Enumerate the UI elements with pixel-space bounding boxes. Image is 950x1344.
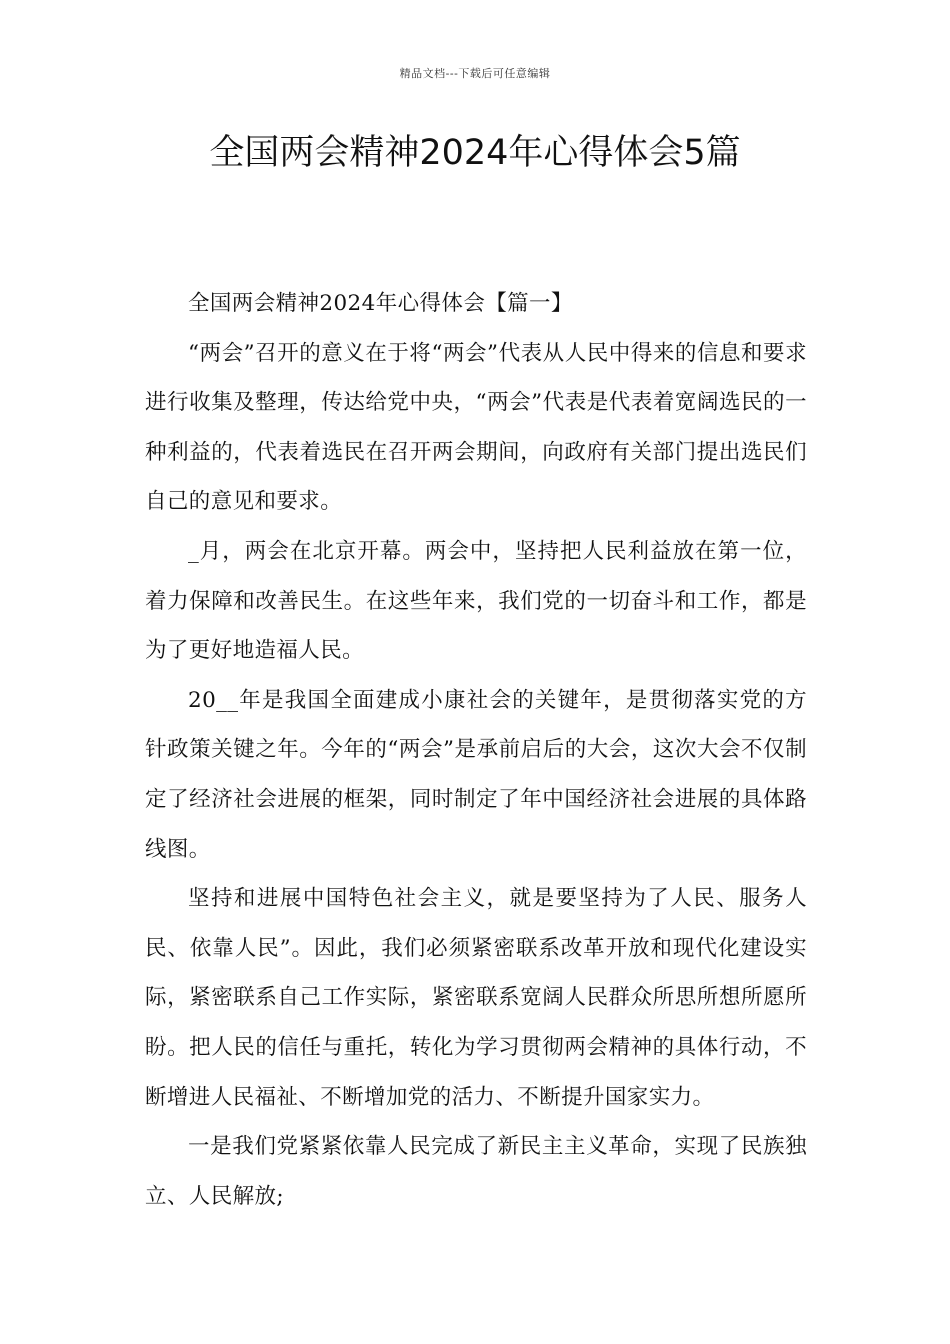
document-title: 全国两会精神2024年心得体会5篇 xyxy=(209,133,741,173)
paragraph: 20__年是我国全面建成小康社会的关键年，是贯彻落实党的方针政策关键之年。今年的“两会”是承前启后的大会，这次大会不仅制定了经济社会进展的框架，同时制定了年中国经济社会进展的具体路线图。 xyxy=(145,687,807,862)
paragraph: 坚持和进展中国特色社会主义，就是要坚持为了人民、服务人民、依靠人民”。因此，我们必须紧密联系改革开放和现代化建设实际，紧密联系自己工作实际，紧密联系宽阔人民群众所思所想所愿所盼。把人民的信任与重托，转化为学习贯彻两会精神的具体行动，不断增进人民福祉、不断增加党的活力、不断提升国家实力。 xyxy=(145,886,807,1110)
header-note: 精品文档---下载后可任意编辑 xyxy=(399,67,551,80)
paragraph: _月，两会在北京开幕。两会中，坚持把人民利益放在第一位，着力保障和改善民生。在这些年来，我们党的一切奋斗和工作，都是为了更好地造福人民。 xyxy=(145,538,807,664)
document-body xyxy=(145,279,807,1221)
section-heading: 全国两会精神2024年心得体会【篇一】 xyxy=(188,291,573,316)
paragraph: “两会”召开的意义在于将“两会”代表从人民中得来的信息和要求进行收集及整理，传达给党中央，“两会”代表是代表着宽阔选民的一种利益的，代表着选民在召开两会期间，向政府有关部门提出选民们自己的意见和要求。 xyxy=(145,340,807,515)
paragraph: 一是我们党紧紧依靠人民完成了新民主主义革命，实现了民族独立、人民解放; xyxy=(145,1134,807,1209)
